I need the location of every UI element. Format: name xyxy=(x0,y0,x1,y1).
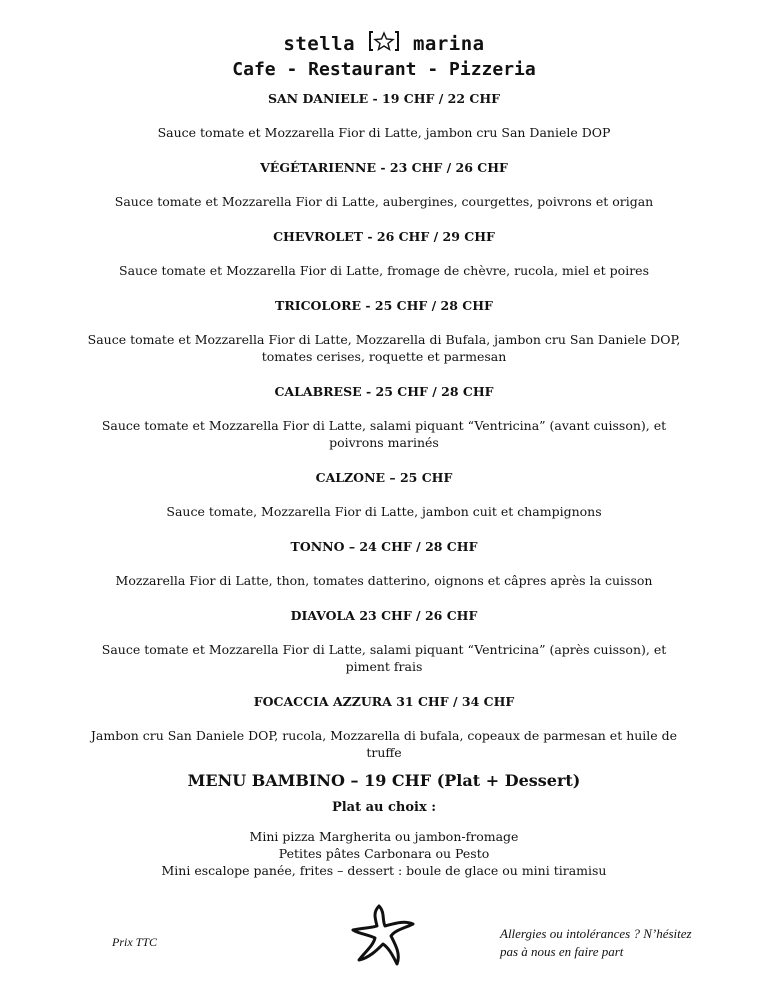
menu-item-description xyxy=(60,124,708,141)
bambino-option: Petites pâtes Carbonara ou Pesto xyxy=(278,846,490,861)
menu-item-description xyxy=(60,262,708,279)
starfish-icon xyxy=(349,900,419,970)
brand-subtitle: Cafe - Restaurant - Pizzeria xyxy=(232,59,536,80)
menu-item-title: TONNO – 24 CHF / 28 CHF xyxy=(290,539,478,554)
menu-item-title: VÉGÉTARIENNE - 23 CHF / 26 CHF xyxy=(260,160,508,175)
menu-item-title: DIAVOLA 23 CHF / 26 CHF xyxy=(290,608,478,623)
price-note: Prix TTC xyxy=(112,935,158,949)
menu-item-description-line: Sauce tomate et Mozzarella Fior di Latte, fromage de chèvre, rucola, miel et poires xyxy=(119,263,649,278)
brand-logo xyxy=(0,30,768,59)
menu-item-title: TRICOLORE - 25 CHF / 28 CHF xyxy=(275,298,493,313)
menu-item-description xyxy=(60,193,708,210)
menu-item-description-line: piment frais xyxy=(345,659,423,674)
menu-item-description xyxy=(60,503,708,520)
menu-item-description-line: truffe xyxy=(366,745,402,760)
bambino-subtitle: Plat au choix : xyxy=(331,800,437,815)
menu-item-description xyxy=(60,331,708,365)
menu-item-title: CHEVROLET - 26 CHF / 29 CHF xyxy=(273,229,495,244)
menu-item-description-line: tomates cerises, roquette et parmesan xyxy=(261,349,507,364)
menu-item-description-line: Sauce tomate et Mozzarella Fior di Latte, salami piquant “Ventricina” (après cuisson), et xyxy=(101,642,667,657)
menu-item-description-line: Sauce tomate et Mozzarella Fior di Latte, jambon cru San Daniele DOP xyxy=(157,125,611,140)
menu-item-description xyxy=(60,641,708,675)
brand-name-right: marina xyxy=(412,33,485,55)
menu-item-description-line: poivrons marinés xyxy=(329,435,439,450)
bambino-option: Mini pizza Margherita ou jambon-fromage xyxy=(249,829,519,844)
allergy-note-line: pas à nous en faire part xyxy=(500,944,624,959)
menu-bambino xyxy=(0,770,768,879)
star-bracket-icon xyxy=(369,30,399,59)
menu-item-title: SAN DANIELE - 19 CHF / 22 CHF xyxy=(267,91,501,106)
pizza-menu-list xyxy=(60,90,708,779)
menu-item-title: CALABRESE - 25 CHF / 28 CHF xyxy=(274,384,494,399)
bambino-option: Mini escalope panée, frites – dessert : boule de glace ou mini tiramisu xyxy=(161,863,607,878)
menu-item-description-line: Mozzarella Fior di Latte, thon, tomates datterino, oignons et câpres après la cuisson xyxy=(115,573,653,588)
menu-item-description-line: Sauce tomate et Mozzarella Fior di Latte, aubergines, courgettes, poivrons et origan xyxy=(114,194,654,209)
menu-item-title: FOCACCIA AZZURA 31 CHF / 34 CHF xyxy=(253,694,515,709)
bambino-title: MENU BAMBINO – 19 CHF (Plat + Dessert) xyxy=(187,771,581,790)
menu-item-description xyxy=(60,572,708,589)
menu-item-description xyxy=(60,417,708,451)
menu-item-description-line: Sauce tomate et Mozzarella Fior di Latte, salami piquant “Ventricina” (avant cuisson), et xyxy=(101,418,667,433)
menu-item-description-line: Sauce tomate, Mozzarella Fior di Latte, jambon cuit et champignons xyxy=(166,504,602,519)
menu-item-description xyxy=(60,727,708,761)
bambino-options xyxy=(0,828,768,879)
brand-name-left: stella xyxy=(283,33,356,55)
menu-item-description-line: Sauce tomate et Mozzarella Fior di Latte, Mozzarella di Bufala, jambon cru San Daniele DOP, xyxy=(87,332,681,347)
menu-item-description-line: Jambon cru San Daniele DOP, rucola, Mozzarella di bufala, copeaux de parmesan et huile de xyxy=(90,728,678,743)
menu-item-title: CALZONE – 25 CHF xyxy=(315,470,453,485)
allergy-note xyxy=(500,925,740,961)
allergy-note-line: Allergies ou intolérances ? N’hésitez xyxy=(500,926,692,941)
